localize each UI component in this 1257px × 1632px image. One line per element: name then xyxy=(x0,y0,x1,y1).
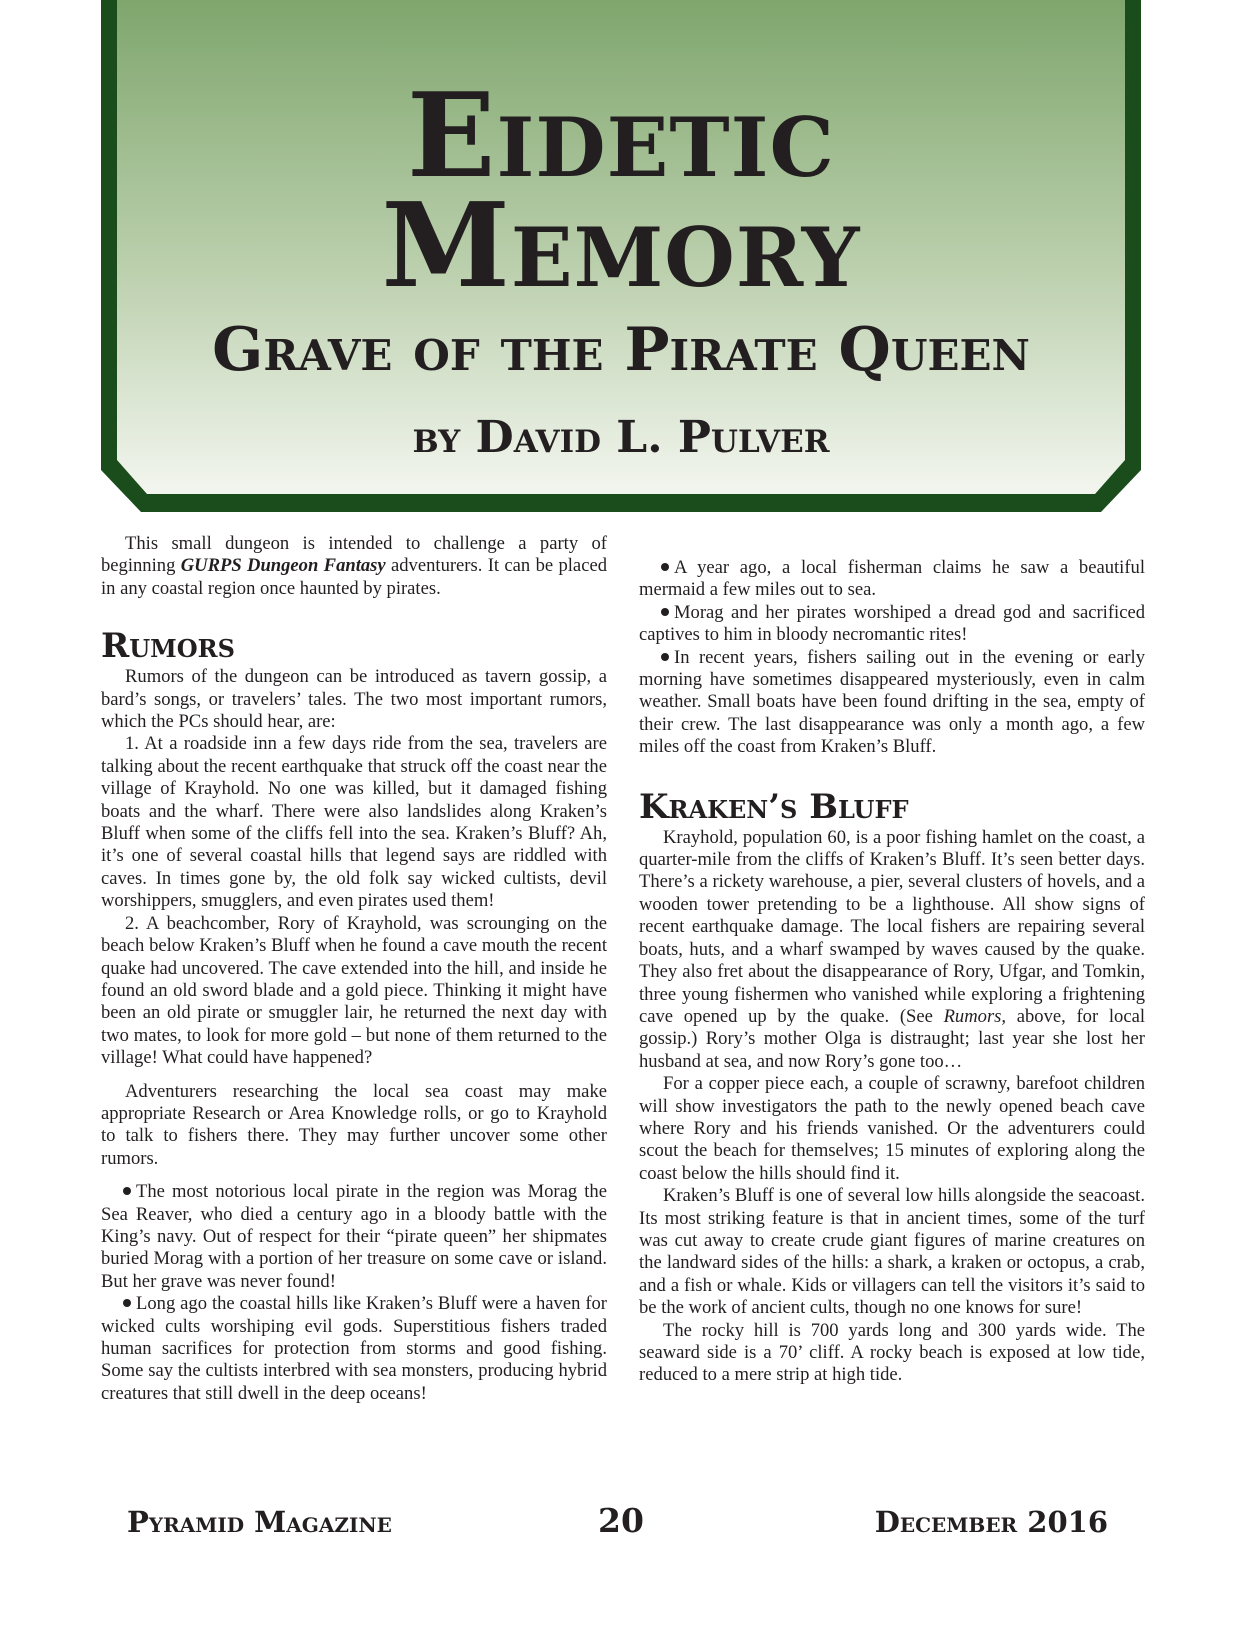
rumor-bullet-5: In recent years, fishers sailing out in the evening or early morning have sometimes disappeared mysteriously, even in calm weather. Small boats have been found drifting in the sea, empty of their crew. The last disappearance was only a month ago, a few miles off the coast from Kraken’s Bluff. xyxy=(639,646,1145,758)
page-number: 20 xyxy=(598,1501,644,1540)
issue-date: December 2016 xyxy=(874,1505,1108,1539)
bullet-icon xyxy=(661,653,669,661)
kraken-paragraph-4: The rocky hill is 700 yards long and 300 yards wide. The seaward side is a 70’ cliff. A rocky beach is exposed at low tide, reduced to a mere strip at high tide. xyxy=(639,1319,1145,1386)
rumors-paragraph-2: Adventurers researching the local sea coast may make appropriate Research or Area Knowledge rolls, or go to Krayhold to talk to fishers there. They may further uncover some other rumors. xyxy=(101,1080,607,1169)
rumor-bullet-4: Morag and her pirates worshiped a dread god and sacrificed captives to him in bloody necromantic rites! xyxy=(639,601,1145,646)
left-column xyxy=(101,533,607,1405)
krakens-bluff-heading: Kraken’s Bluff xyxy=(639,786,909,827)
intro-emphasis: GURPS Dungeon Fantasy xyxy=(180,555,386,577)
title-banner xyxy=(101,0,1141,512)
byline: by David L. Pulver xyxy=(412,412,830,463)
title-line-1: Eidetic xyxy=(407,68,835,204)
subtitle: Grave of the Pirate Queen xyxy=(212,315,1030,385)
bullet-icon xyxy=(661,608,669,616)
kraken-paragraph-3: Kraken’s Bluff is one of several low hills alongside the seacoast. Its most striking feature is that in ancient times, some of the turf was cut away to create crude giant figures of marine creatures on the landward sides of the hills: a shark, a kraken or octopus, a crab, and a fish or whale. Kids or villagers can tell the visitors it’s said to be the work of ancient cults, though no one knows for sure! xyxy=(639,1185,1145,1319)
bullet-icon xyxy=(661,563,669,571)
right-column xyxy=(639,533,1145,1387)
rumor-item-2: 2. A beachcomber, Rory of Krayhold, was scrounging on the beach below Kraken’s Bluff when he found a cave mouth the recent quake had uncovered. The cave extended into the hill, and inside he found an old sword blade and a gold piece. Thinking it might have been an old pirate or smuggler lair, he returned the next day with two mates, to look for more gold – but none of them returned to the village! What could have happened? xyxy=(101,912,607,1069)
kraken-paragraph-1: Krayhold, population 60, is a poor fishing hamlet on the coast, a quarter-mile from the cliffs of Kraken’s Bluff. It’s seen better days. There’s a rickety warehouse, a pier, several clusters of hovels, and a wooden tower pretending to be a lighthouse. All show signs of recent earthquake damage. The local fishers are repairing several boats, huts, and a wharf swamped by waves caused by the quake. They also fret about the disappearance of Rory, Ufgar, and Tomkin, three young fishermen who vanished while exploring a frightening cave opened up by the quake. (See Rumors, above, for local gossip.) Rory’s mother Olga is distraught; last year she lost her husband at sea, and now Rory’s gone too… xyxy=(639,826,1145,1072)
rumors-heading: Rumors xyxy=(101,626,235,667)
rumor-bullet-2: Long ago the coastal hills like Kraken’s Bluff were a haven for wicked cults worshiping evil gods. Superstitious fishers traded human sacrifices for protection from storms and good fishing. Some say the cultists interbred with sea monsters, producing hybrid creatures that still dwell in the deep oceans! xyxy=(101,1293,607,1404)
rumor-bullet-1: The most notorious local pirate in the region was Morag the Sea Reaver, who died a century ago in a bloody battle with the King’s navy. Out of respect for their “pirate queen” her shipmates buried Morag with a portion of her treasure on some cave or island. But her grave was never found! xyxy=(101,1181,607,1292)
kraken-paragraph-2: For a copper piece each, a couple of scrawny, barefoot children will show investigators the path to the newly opened beach cave where Rory and his friends vanished. Or the adventurers could scout the beach for themselves; 15 minutes of exploring along the coast below the hills should find it. xyxy=(639,1073,1145,1184)
title-line-2: Memory xyxy=(381,178,861,314)
rumors-paragraph-1: Rumors of the dungeon can be introduced as tavern gossip, a bard’s songs, or travelers’ tales. The two most important rumors, which the PCs should hear, are: xyxy=(101,666,607,733)
rumor-item-1: 1. At a roadside inn a few days ride from the sea, travelers are talking about the recent earthquake that struck off the coast near the village of Krayhold. No one was killed, but it damaged fishing boats and the wharf. There were also landslides along Kraken’s Bluff when some of the cliffs fell into the sea. Kraken’s Bluff? Ah, it’s one of several coastal hills that legend says are riddled with caves. In times gone by, the old folk say wicked cultists, devil worshippers, smugglers, and even pirates used them! xyxy=(101,733,607,912)
page-footer xyxy=(101,1501,1141,1545)
bullet-icon xyxy=(123,1187,131,1195)
bullet-icon xyxy=(123,1299,131,1307)
intro-paragraph: This small dungeon is intended to challenge a party of beginning GURPS Dungeon Fantasy adventurers. It can be placed in any coastal region once haunted by pirates. xyxy=(101,533,607,599)
magazine-name: Pyramid Magazine xyxy=(127,1505,392,1539)
rumor-bullet-3: A year ago, a local fisherman claims he saw a beautiful mermaid a few miles out to sea. xyxy=(639,557,1145,601)
